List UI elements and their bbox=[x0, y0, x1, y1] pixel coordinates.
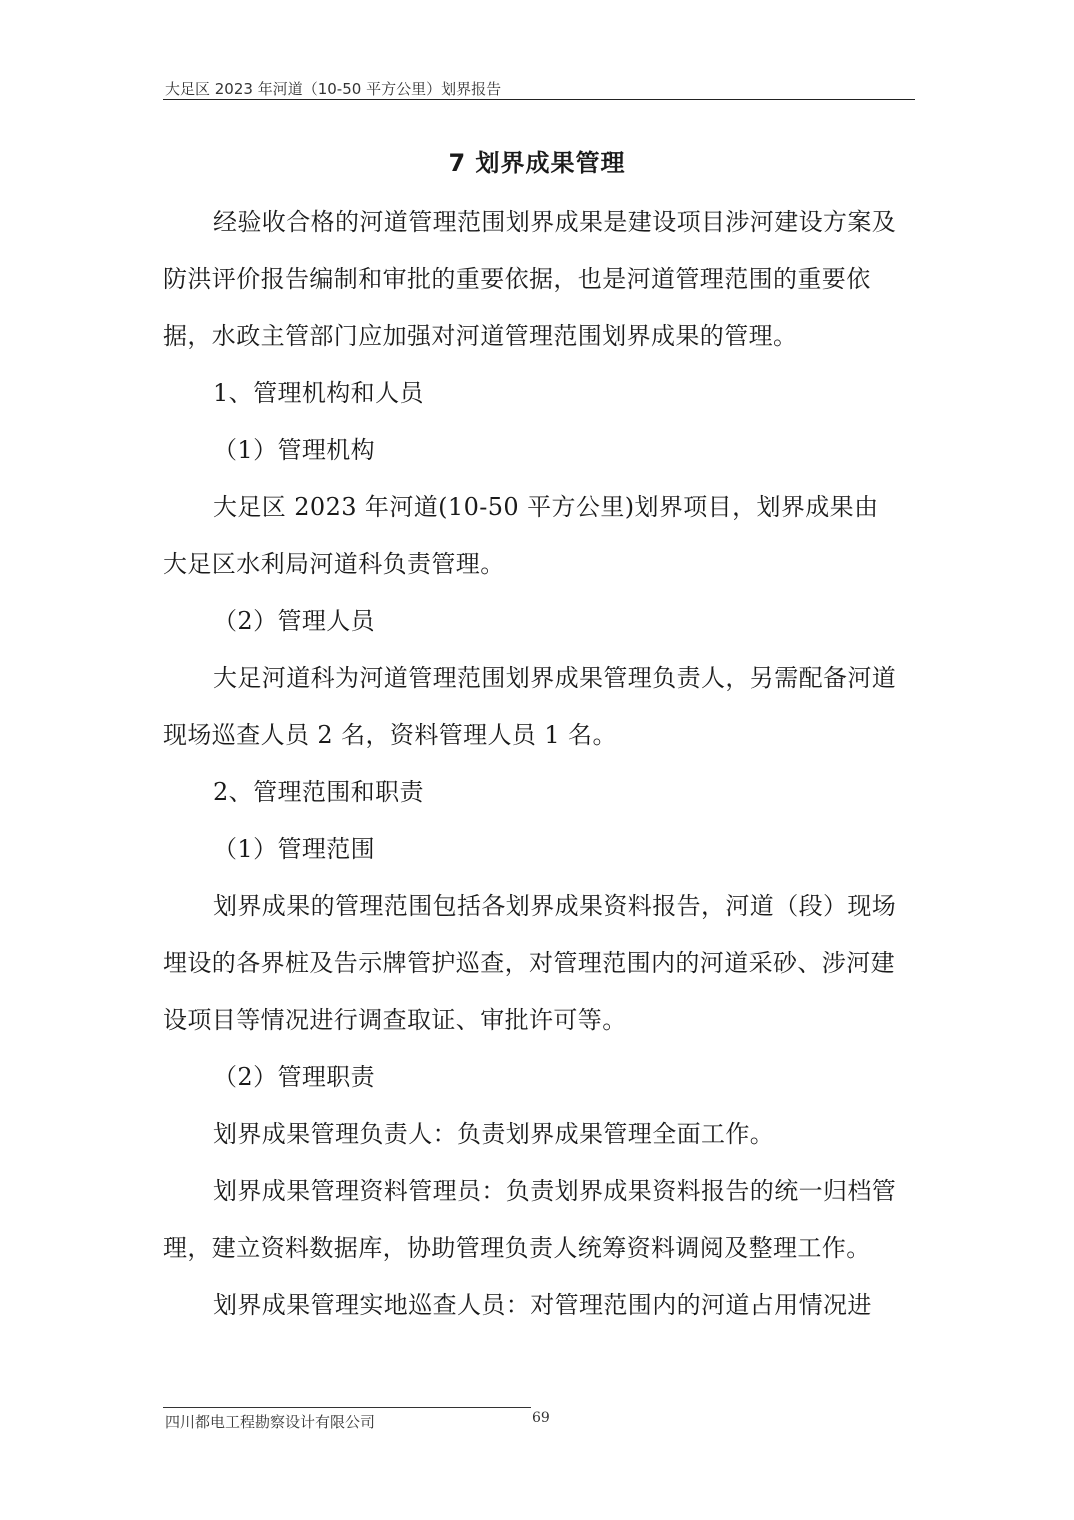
heading-scope-and-duties: 2、管理范围和职责 bbox=[213, 778, 424, 806]
subheading-staff: （2）管理人员 bbox=[213, 607, 376, 635]
header-title: 大足区 2023 年河道（10-50 平方公里）划界报告 bbox=[165, 80, 502, 98]
heading-org-and-staff: 1、管理机构和人员 bbox=[213, 379, 424, 407]
section-title: 7 划界成果管理 bbox=[448, 149, 626, 177]
footer-divider bbox=[163, 1407, 531, 1408]
paragraph-duty-records: 划界成果管理资料管理员：负责划界成果资料报告的统一归档管理，建立资料数据库，协助管理负责人统筹资料调阅及整理工作。 bbox=[163, 1177, 897, 1262]
paragraph-duty-inspection: 划界成果管理实地巡查人员：对管理范围内的河道占用情况进 bbox=[213, 1291, 872, 1319]
page-number: 69 bbox=[532, 1410, 550, 1426]
header-divider bbox=[163, 99, 915, 100]
footer-company: 四川都电工程勘察设计有限公司 bbox=[165, 1413, 376, 1431]
document-body bbox=[163, 194, 899, 1334]
subheading-org: （1）管理机构 bbox=[213, 436, 376, 464]
subheading-scope: （1）管理范围 bbox=[213, 835, 376, 863]
paragraph-intro: 经验收合格的河道管理范围划界成果是建设项目涉河建设方案及防洪评价报告编制和审批的重要依据，也是河道管理范围的重要依据，水政主管部门应加强对河道管理范围划界成果的管理。 bbox=[163, 208, 897, 350]
paragraph-scope: 划界成果的管理范围包括各划界成果资料报告，河道（段）现场埋设的各界桩及告示牌管护巡查，对管理范围内的河道采砂、涉河建设项目等情况进行调查取证、审批许可等。 bbox=[163, 892, 897, 1034]
subheading-duties: （2）管理职责 bbox=[213, 1063, 376, 1091]
paragraph-duty-lead: 划界成果管理负责人：负责划界成果管理全面工作。 bbox=[213, 1120, 775, 1148]
paragraph-staff: 大足河道科为河道管理范围划界成果管理负责人，另需配备河道现场巡查人员 2 名，资料管理人员 1 名。 bbox=[163, 664, 897, 749]
paragraph-org: 大足区 2023 年河道(10-50 平方公里)划界项目，划界成果由大足区水利局河道科负责管理。 bbox=[163, 493, 879, 578]
